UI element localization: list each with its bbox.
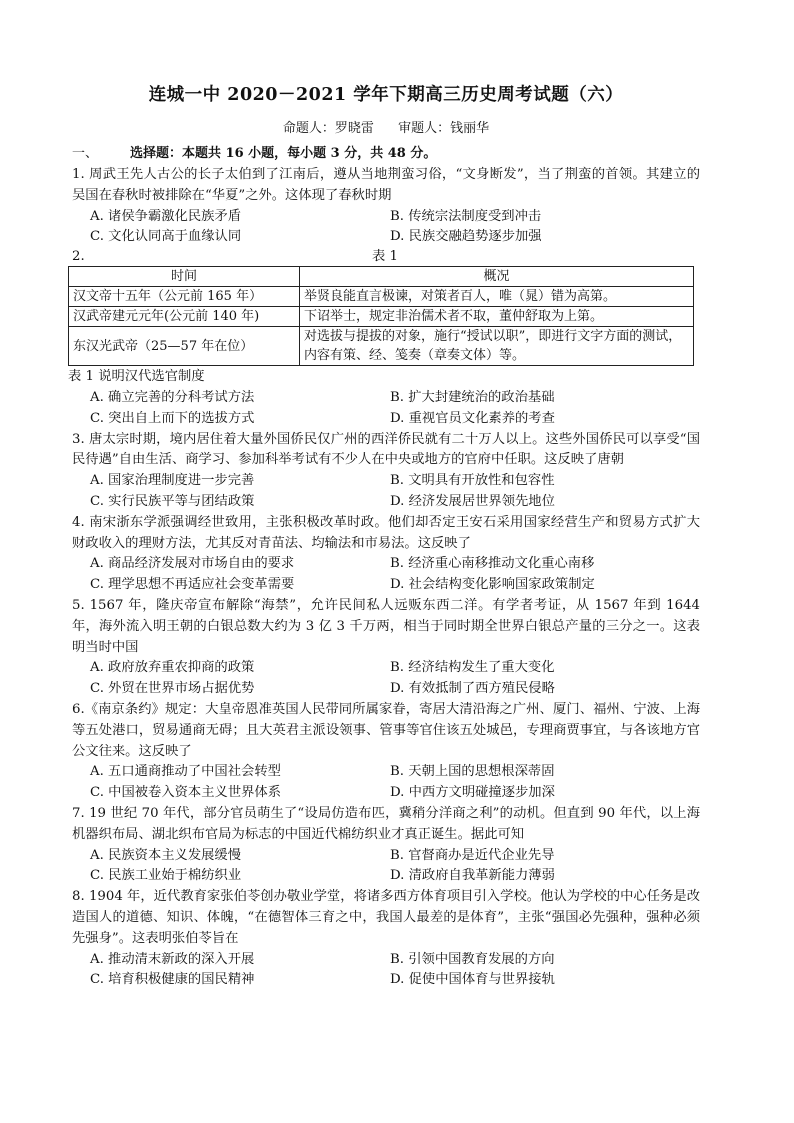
section-number: 一、 — [72, 146, 99, 161]
exam-title: 连城一中 2020－2021 学年下期高三历史周考试题（六） — [148, 85, 624, 105]
table-cell: 东汉光武帝（25—57 年在位） — [69, 327, 300, 366]
option-d[interactable]: D. 有效抵制了西方殖民侵略 — [390, 681, 555, 697]
option-c[interactable]: C. 培育积极健康的国民精神 — [90, 972, 255, 988]
question-setter: 命题人：罗晓雷 — [282, 121, 374, 136]
question-1-stem: 1. 周武王先人古公的长子太伯到了江南后，遵从当地荆蛮习俗，“文身断发”，当了荆蛮的首领。其建立的吴国在春秋时被排除在“华夏”之外。这体现了春秋时期 — [72, 167, 700, 203]
question-7-stem: 7. 19 世纪 70 年代，部分官员萌生了“设局仿造布匹，冀稍分洋商之利”的动机。但直到 90 年代，以上海机器织布局、湖北织布官局为标志的中国近代棉纺织业才真正诞生。据此可知 — [72, 805, 700, 842]
question-4-stem: 4. 南宋浙东学派强调经世致用，主张积极改革时政。他们却否定王安石采用国家经营生产和贸易方式扩大财政收入的理财方法，尤其反对青苗法、均输法和市易法。这反映了 — [72, 514, 700, 551]
option-b[interactable]: B. 扩大封建统治的政治基础 — [390, 389, 555, 405]
option-d[interactable]: D. 清政府自我革新能力薄弱 — [390, 868, 555, 884]
option-c[interactable]: C. 民族工业始于棉纺织业 — [90, 868, 242, 884]
option-c[interactable]: C. 突出自上而下的选拔方式 — [90, 410, 255, 426]
question-5-stem: 5. 1567 年，隆庆帝宣布解除“海禁”，允许民间私人远贩东西二洋。有学者考证，从 1567 年到 1644 年，海外流入明王朝的白银总数大约为 3 亿 3 千万两，相当于同时期全世界白银总产量的三分之一。这表明当时中国 — [72, 597, 700, 655]
question-6-stem: 6.《南京条约》规定：大皇帝恩准英国人民带同所属家眷，寄居大清沿海之广州、厦门、福州、宁波、上海等五处港口，贸易通商无碍；且大英君主派设领事、管事等官住该五处城邑，专理商贾事宜，与各该地方官公文往来。这反映了 — [72, 701, 700, 759]
question-4-options — [72, 554, 700, 596]
question-2-header — [72, 248, 700, 266]
section-title: 选择题：本题共 16 小题，每小题 3 分，共 48 分。 — [130, 146, 437, 161]
option-c[interactable]: C. 理学思想不再适应社会变革需要 — [90, 577, 295, 593]
table-row — [69, 307, 694, 327]
option-a[interactable]: A. 推动清末新政的深入开展 — [90, 951, 255, 967]
option-b[interactable]: B. 官督商办是近代企业先导 — [390, 847, 555, 863]
option-c[interactable]: C. 实行民族平等与团结政策 — [90, 493, 255, 509]
question-1-options — [72, 207, 700, 249]
option-d[interactable]: D. 重视官员文化素养的考查 — [390, 410, 555, 426]
option-b[interactable]: B. 天朝上国的思想根深蒂固 — [390, 764, 555, 780]
option-a[interactable]: A. 政府放弃重农抑商的政策 — [90, 660, 255, 676]
question-3-stem: 3. 唐太宗时期，境内居住着大量外国侨民仅广州的西洋侨民就有二十万人以上。这些外国侨民可以享受“国民待遇”自由生活、商学习、参加科举考试有不少人在中央或地方的官府中任职。这反映了唐朝 — [72, 431, 700, 468]
option-a[interactable]: A. 民族资本主义发展缓慢 — [90, 847, 242, 863]
option-a[interactable]: A. 确立完善的分科考试方法 — [90, 389, 255, 405]
question-8-options — [72, 950, 700, 992]
table-cell: 对选拔与提拔的对象，施行“授试以职”，即进行文字方面的测试，内容有策、经、笺奏（章奏文体）等。 — [300, 327, 694, 366]
option-d[interactable]: D. 促使中国体育与世界接轨 — [390, 972, 555, 988]
table-1 — [68, 266, 694, 366]
question-2-number: 2. — [72, 249, 85, 265]
option-c[interactable]: C. 中国被卷入资本主义世界体系 — [90, 785, 282, 801]
table-cell: 汉文帝十五年（公元前 165 年） — [69, 287, 300, 307]
question-2-stem: 表 1 说明汉代选官制度 — [68, 369, 205, 385]
table-cell: 举贤良能直言极谏，对策者百人，唯（晁）错为高第。 — [300, 287, 694, 307]
table-row — [69, 327, 694, 366]
option-b[interactable]: B. 引领中国教育发展的方向 — [390, 951, 555, 967]
option-d[interactable]: D. 民族交融趋势逐步加强 — [390, 229, 542, 245]
question-3-options — [72, 471, 700, 513]
option-d[interactable]: D. 中西方文明碰撞逐步加深 — [390, 785, 555, 801]
section-heading — [72, 144, 700, 163]
exam-page — [68, 84, 700, 991]
table-header-row — [69, 267, 694, 287]
option-d[interactable]: D. 经济发展居世界领先地位 — [390, 493, 555, 509]
question-reviewer: 审题人：钱丽华 — [398, 121, 490, 136]
table-cell: 下诏举士，规定非治儒术者不取，董仲舒取为上第。 — [300, 307, 694, 327]
question-8-stem: 8. 1904 年，近代教育家张伯苓创办敬业学堂，将诸多西方体育项目引入学校。他认为学校的中心任务是改造国人的道德、知识、体魄，“在德智体三育之中，我国人最差的是体育”，主张“强国必先强种，强种必须先强身”。这表明张伯苓旨在 — [72, 889, 700, 946]
option-b[interactable]: B. 经济重心南移推动文化重心南移 — [390, 556, 595, 572]
option-a[interactable]: A. 诸侯争霸激化民族矛盾 — [90, 208, 242, 224]
option-d[interactable]: D. 社会结构变化影响国家政策制定 — [390, 577, 595, 593]
table-caption: 表 1 — [372, 249, 398, 265]
option-b[interactable]: B. 文明具有开放性和包容性 — [390, 473, 555, 489]
option-a[interactable]: A. 商品经济发展对市场自由的要求 — [90, 556, 295, 572]
question-6-options — [72, 762, 700, 804]
table-cell: 汉武帝建元元年(公元前 140 年) — [69, 307, 300, 327]
option-b[interactable]: B. 经济结构发生了重大变化 — [390, 660, 555, 676]
question-2-options — [72, 388, 700, 430]
table-row — [69, 287, 694, 307]
authors-line — [72, 120, 700, 138]
option-c[interactable]: C. 文化认同高于血缘认同 — [90, 229, 242, 245]
table-header-summary: 概况 — [300, 267, 694, 287]
option-a[interactable]: A. 五口通商推动了中国社会转型 — [90, 764, 281, 780]
question-7-options — [72, 846, 700, 888]
option-a[interactable]: A. 国家治理制度进一步完善 — [90, 473, 255, 489]
option-b[interactable]: B. 传统宗法制度受到冲击 — [390, 208, 542, 224]
option-c[interactable]: C. 外贸在世界市场占据优势 — [90, 681, 255, 697]
table-header-time: 时间 — [69, 267, 300, 287]
question-5-options — [72, 658, 700, 700]
